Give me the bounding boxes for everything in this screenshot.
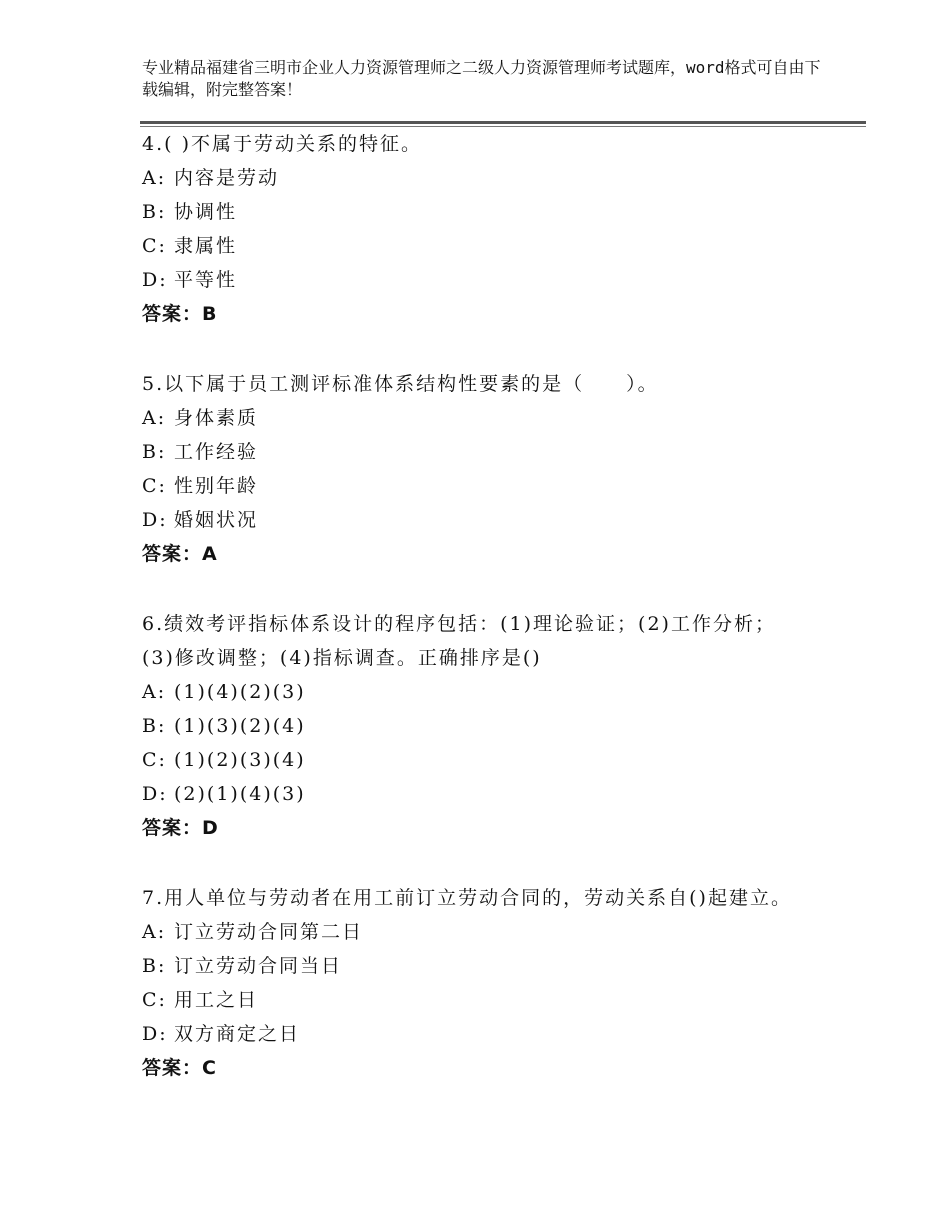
option-letter: D: xyxy=(142,783,168,805)
answer-label: 答案：C xyxy=(142,1057,217,1079)
question-item xyxy=(142,881,802,1085)
option-a xyxy=(142,915,802,949)
option-text: 订立劳动合同第二日 xyxy=(174,921,364,943)
question-spacer xyxy=(142,845,802,881)
question-stem: 5.以下属于员工测评标准体系结构性要素的是（ ）。 xyxy=(142,373,659,395)
option-a xyxy=(142,401,802,435)
option-text: 身体素质 xyxy=(174,407,259,429)
option-letter: D: xyxy=(142,1023,168,1045)
option-text: 协调性 xyxy=(174,201,238,223)
option-letter: C: xyxy=(142,749,167,771)
option-letter: D: xyxy=(142,269,168,291)
option-letter: B: xyxy=(142,201,167,223)
option-letter: A: xyxy=(142,407,167,429)
option-c xyxy=(142,743,802,777)
option-d xyxy=(142,1017,802,1051)
option-letter: C: xyxy=(142,989,167,1011)
option-letter: B: xyxy=(142,715,167,737)
option-text: 隶属性 xyxy=(174,235,238,257)
option-text: 平等性 xyxy=(174,269,238,291)
option-text: 订立劳动合同当日 xyxy=(174,955,343,977)
option-b xyxy=(142,195,802,229)
option-letter: B: xyxy=(142,955,167,977)
question-item xyxy=(142,367,802,571)
question-spacer xyxy=(142,331,802,367)
question-list xyxy=(142,127,802,1085)
option-b xyxy=(142,949,802,983)
answer-label: 答案：D xyxy=(142,817,219,839)
option-text: (1)(3)(2)(4) xyxy=(174,715,306,737)
option-text: 内容是劳动 xyxy=(174,167,280,189)
question-stem: 4.( )不属于劳动关系的特征。 xyxy=(142,133,422,155)
option-text: (1)(2)(3)(4) xyxy=(174,749,306,771)
option-text: 性别年龄 xyxy=(174,475,259,497)
option-a xyxy=(142,161,802,195)
option-d xyxy=(142,503,802,537)
option-text: 婚姻状况 xyxy=(174,509,259,531)
option-a xyxy=(142,675,802,709)
option-c xyxy=(142,983,802,1017)
option-letter: B: xyxy=(142,441,167,463)
document-header: 专业精品福建省三明市企业人力资源管理师之二级人力资源管理师考试题库，word格式可自由下载编辑，附完整答案！ xyxy=(142,58,821,99)
option-b xyxy=(142,709,802,743)
option-letter: A: xyxy=(142,681,167,703)
option-d xyxy=(142,777,802,811)
option-b xyxy=(142,435,802,469)
answer-label: 答案：B xyxy=(142,303,218,325)
option-letter: D: xyxy=(142,509,168,531)
option-text: 工作经验 xyxy=(174,441,259,463)
option-text: (2)(1)(4)(3) xyxy=(174,783,306,805)
question-stem: 6.绩效考评指标体系设计的程序包括：(1)理论验证；(2)工作分析；(3)修改调整；(4)指标调查。正确排序是() xyxy=(142,613,776,669)
question-stem: 7.用人单位与劳动者在用工前订立劳动合同的，劳动关系自()起建立。 xyxy=(142,887,792,909)
option-letter: C: xyxy=(142,235,167,257)
option-text: 双方商定之日 xyxy=(174,1023,301,1045)
option-text: (1)(4)(2)(3) xyxy=(174,681,306,703)
option-d xyxy=(142,263,802,297)
option-letter: A: xyxy=(142,921,167,943)
answer-label: 答案：A xyxy=(142,543,218,565)
option-letter: A: xyxy=(142,167,167,189)
header-divider-thick xyxy=(140,121,866,124)
option-c xyxy=(142,469,802,503)
question-item xyxy=(142,607,802,845)
question-spacer xyxy=(142,571,802,607)
question-item xyxy=(142,127,802,331)
option-c xyxy=(142,229,802,263)
option-letter: C: xyxy=(142,475,167,497)
option-text: 用工之日 xyxy=(174,989,259,1011)
